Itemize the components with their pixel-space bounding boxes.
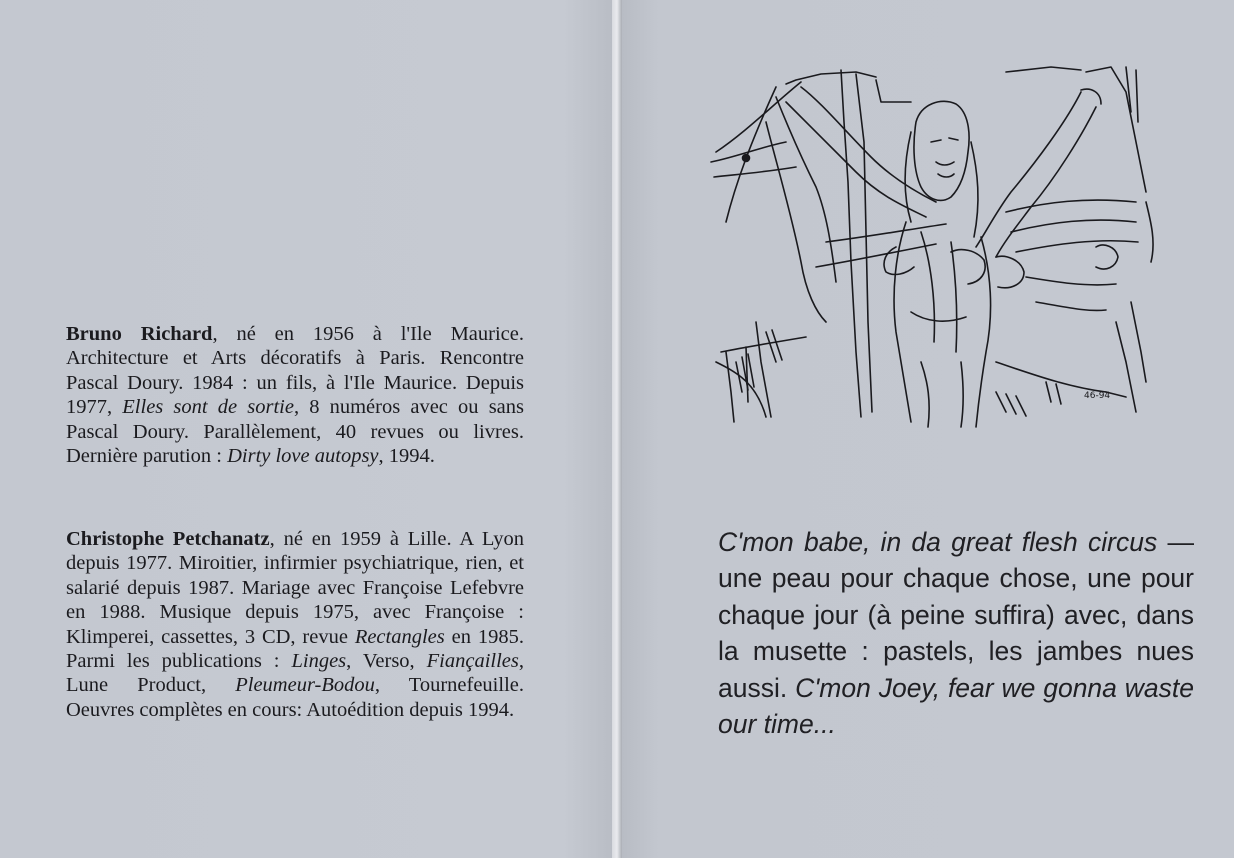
poem-line-italic: C'mon babe, in da great flesh circus	[718, 527, 1158, 557]
book-title: Pleumeur-Bodou	[235, 674, 375, 697]
bio-christophe-petchanatz	[66, 527, 524, 722]
bio-text: , né en 1956 à l'Ile Maurice. Architecture et Arts décoratifs à Paris. Rencontre Pascal Doury. 1984 : un fils, à l'Ile Maurice. Depuis 1977,	[66, 323, 525, 419]
ink-drawing	[706, 62, 1166, 434]
poem-text	[718, 524, 1194, 742]
artist-signature: 46-94	[1084, 391, 1111, 401]
bio-name: Bruno Richard	[66, 323, 213, 345]
book-title: Rectangles	[354, 625, 445, 648]
bio-bruno-richard	[66, 322, 524, 468]
bio-name: Christophe Petchanatz	[66, 528, 270, 550]
book-spine	[612, 0, 622, 858]
poem-line-italic: C'mon Joey, fear we gonna waste our time...	[718, 672, 1194, 740]
book-title: Fiançailles	[426, 650, 519, 673]
book-title: Dirty love autopsy	[227, 445, 379, 468]
left-page	[0, 0, 612, 858]
bio-text: , 1994.	[378, 445, 435, 468]
bio-text: , Verso,	[346, 650, 427, 673]
poem-line: —une peau pour chaque chose, une pour chaque jour (à peine suffira) avec, dans la musette : pastels, les jambes nues aussi.	[718, 527, 1194, 703]
bio-text: , Tournefeuille. Oeuvres complètes en cours: Autoédition depuis 1994.	[66, 674, 524, 721]
book-title: Linges	[291, 650, 347, 673]
bio-text: en 1985. Parmi les publications :	[66, 625, 524, 673]
bio-text: , né en 1959 à Lille. A Lyon depuis 1977. Miroitier, infirmier psychiatrique, rien, et salarié depuis 1987. Mariage avec Françoise Lefebvre en 1988. Musique depuis 1975, avec Françoise : Klimperei, cassettes, 3 CD, revue	[66, 528, 524, 648]
bio-text: , 8 numéros avec ou sans Pascal Doury. Parallèlement, 40 revues ou livres. Dernière parution :	[66, 396, 525, 468]
book-title: Elles sont de sortie	[122, 396, 294, 419]
bio-text: , Lune Product,	[66, 650, 524, 697]
